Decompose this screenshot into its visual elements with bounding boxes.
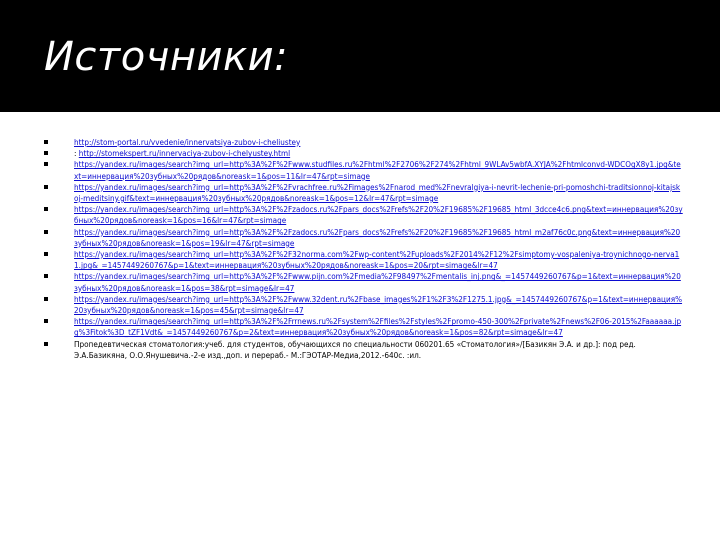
reference-link[interactable]: https://yandex.ru/images/search?img_url=http%3A%2F%2Fvrachfree.ru%2Fimages%2Fnarod_med%2Fnevralgiya-i-nevrit-lechenie-pri-pomoshchi-traditsionnoj-kitajskoj-meditsiny.gif&text=иннервация%20зубных%20рядов&noreask=1&pos=12&lr=47&rpt=simage <box>74 181 681 204</box>
title-band <box>0 0 720 112</box>
reference-item <box>44 137 684 148</box>
bullet-icon <box>44 140 48 144</box>
reference-item <box>44 294 684 316</box>
bullet-icon <box>44 297 48 301</box>
bullet-icon <box>44 252 48 256</box>
bullet-icon <box>44 274 48 278</box>
reference-item <box>44 159 684 181</box>
reference-item <box>44 339 684 361</box>
reference-link[interactable]: http://stomekspert.ru/innervaciya-zubov-i-chelyustey.html <box>78 148 291 159</box>
reference-item <box>44 271 684 293</box>
reference-item <box>44 204 684 226</box>
reference-text: Пропедевтическая стоматология:учеб. для студентов, обучающихся по специальности 060201.65 «Стоматология»/[Базикян Э.А. и др.]: под ред. Э.А.Базикяна, О.О.Янушевича.-2-е изд.,доп. и перераб.- М.:ГЭОТАР-Медиа,2012.-640с. :ил. <box>74 338 636 360</box>
bullet-icon <box>44 162 48 166</box>
reference-prefix: : <box>74 148 79 159</box>
references-list <box>44 137 684 361</box>
bullet-icon <box>44 185 48 189</box>
reference-link[interactable]: https://yandex.ru/images/search?img_url=http%3A%2F%2Fwww.studfiles.ru%2Fhtml%2F2706%2F274%2Fhtml_9WLAv5wbfA.XYJA%2Fhtmlconvd-WDCOgX8y1.jpg&text=иннервация%20зубных%20рядов&noreask=1&pos=11&lr=47&rpt=simage <box>74 159 681 181</box>
reference-link[interactable]: https://yandex.ru/images/search?img_url=http%3A%2F%2Fwww.32dent.ru%2Fbase_images%2F1%2F3%2F1275.1.jpg&_=1457449260767&p=1&text=иннервация%20зубных%20рядов&noreask=1&pos=45&rpt=simage&lr=47 <box>74 293 683 316</box>
reference-item <box>44 316 684 338</box>
slide-title: Источники: <box>44 34 289 80</box>
reference-item <box>44 249 684 271</box>
reference-link[interactable]: https://yandex.ru/images/search?img_url=http%3A%2F%2Fzadocs.ru%2Fpars_docs%2Frefs%2F20%2F19685%2F19685_html_3dcce4c6.png&text=иннервация%20зубных%20рядов&noreask=1&pos=16&lr=47&rpt=simage <box>74 204 683 226</box>
reference-item <box>44 148 684 159</box>
reference-link[interactable]: https://yandex.ru/images/search?img_url=http%3A%2F%2F32norma.com%2Fwp-content%2Fuploads%2F2014%2F12%2Fsimptomy-vospaleniya-troynichnogo-nerva11.jpg&_=1457449260767&p=1&text=иннервация%20зубных%20рядов&noreask=1&pos=20&rpt=simage&lr=47 <box>74 249 680 271</box>
bullet-icon <box>44 342 48 346</box>
reference-item <box>44 227 684 249</box>
reference-link[interactable]: https://yandex.ru/images/search?img_url=http%3A%2F%2Fzadocs.ru%2Fpars_docs%2Frefs%2F20%2F19685%2F19685_html_m2af76c0c.png&text=иннервация%20зубных%20рядов&noreask=1&pos=19&lr=47&rpt=simage <box>74 226 681 248</box>
reference-item <box>44 182 684 204</box>
reference-link[interactable]: https://yandex.ru/images/search?img_url=http%3A%2F%2Frrnews.ru%2Fsystem%2Ffiles%2Fstyles%2Fpromo-450-300%2Fprivate%2Fnews%2F06-2015%2Faaaaaa.jpg%3Fitok%3D_tZF1Vdt&_=1457449260767&p=2&text=иннервация%20зубных%20рядов&noreask=1&pos=82&rpt=simage&lr=47 <box>74 316 682 338</box>
bullet-icon <box>44 151 48 155</box>
bullet-icon <box>44 319 48 323</box>
reference-link[interactable]: https://yandex.ru/images/search?img_url=http%3A%2F%2Fwww.pijn.com%2Fmedia%2F98497%2Fmentalis_inj.png&_=1457449260767&p=1&text=иннервация%20зубных%20рядов&noreask=1&pos=38&rpt=simage&lr=47 <box>74 271 681 293</box>
bullet-icon <box>44 230 48 234</box>
bullet-icon <box>44 207 48 211</box>
reference-link[interactable]: http://stom-portal.ru/vvedenie/innervatsiya-zubov-i-cheliustey <box>74 137 301 147</box>
